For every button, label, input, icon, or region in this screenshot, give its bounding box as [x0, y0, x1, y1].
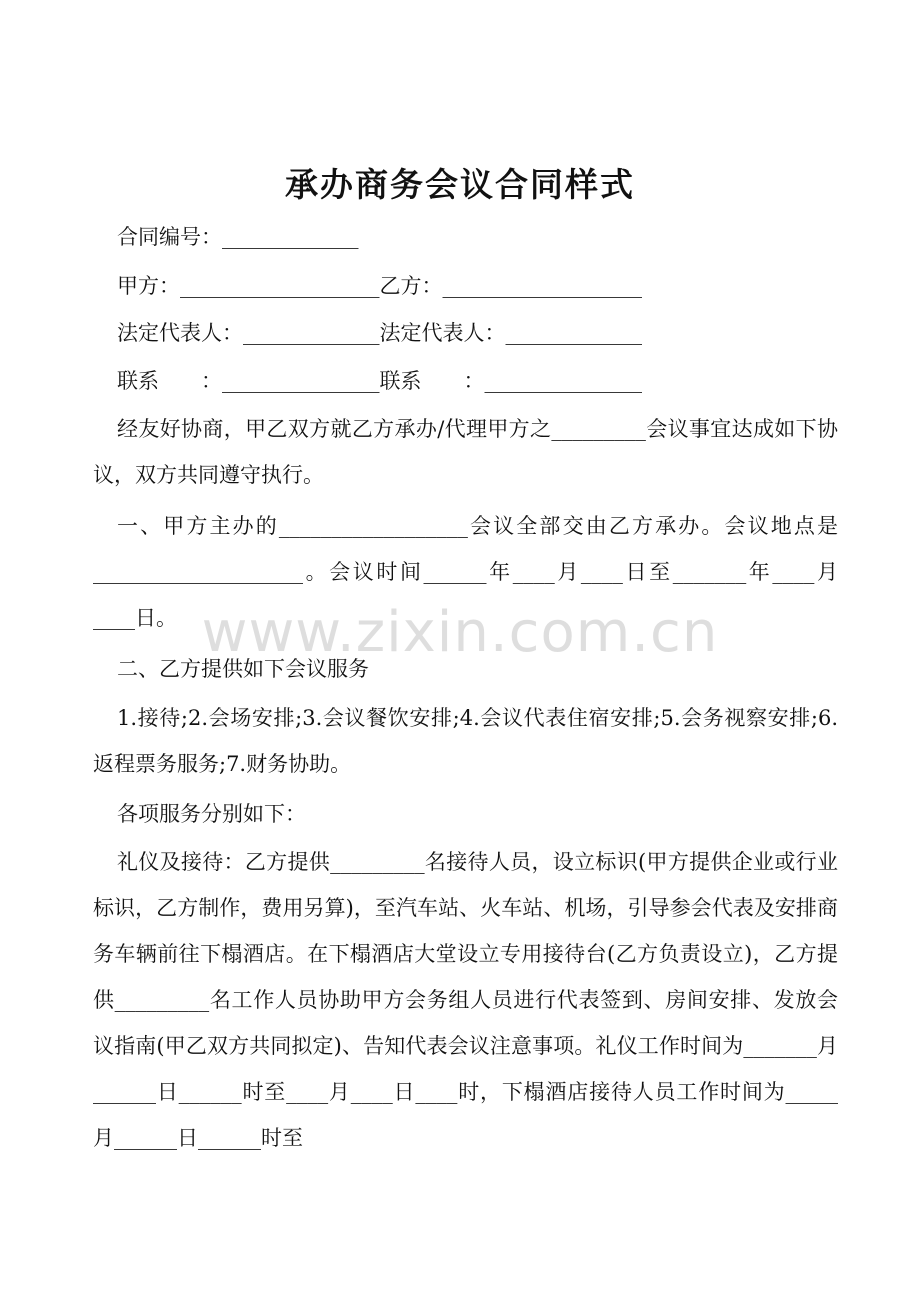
services-detail-title: 各项服务分别如下：: [117, 802, 306, 826]
clause-one-paragraph: 一、甲方主办的__________________会议全部交由乙方承办。会议地点是____________________。会议时间______年____月____日至_______年____月____日。: [93, 514, 838, 630]
contract-number-line: 合同编号：_____________: [117, 225, 359, 249]
page-title: 承办商务会议合同样式: [285, 165, 635, 204]
reception-paragraph: 礼仪及接待：乙方提供_________名接待人员，设立标识(甲方提供企业或行业标识，乙方制作，费用另算)，至汽车站、火车站、机场，引导参会代表及安排商务车辆前往下榻酒店。在下榻酒店大堂设立专用接待台(乙方负责设立)，乙方提供_________名工作人员协助甲方会务组人员进行代表签到、房间安排、发放会议指南(甲乙双方共同拟定)、告知代表会议注意事项。礼仪工作时间为_______月______日______时至____月____日____时，下榻酒店接待人员工作时间为_____月______日______时至: [93, 850, 838, 1150]
clause-two-title: 二、乙方提供如下会议服务: [117, 657, 369, 681]
watermark: www.zixin.com.cn: [201, 600, 719, 665]
legal-representative-line: 法定代表人：_____________法定代表人：_____________: [117, 321, 642, 345]
services-list-paragraph: 1.接待;2.会场安排;3.会议餐饮安排;4.会议代表住宿安排;5.会务视察安排;6.返程票务服务;7.财务协助。: [93, 706, 838, 776]
contact-line: 联系 ：_______________联系 ：_______________: [117, 369, 642, 393]
party-line: 甲方：___________________乙方：___________________: [117, 274, 642, 298]
intro-paragraph: 经友好协商，甲乙双方就乙方承办/代理甲方之_________会议事宜达成如下协议，双方共同遵守执行。: [93, 417, 838, 487]
